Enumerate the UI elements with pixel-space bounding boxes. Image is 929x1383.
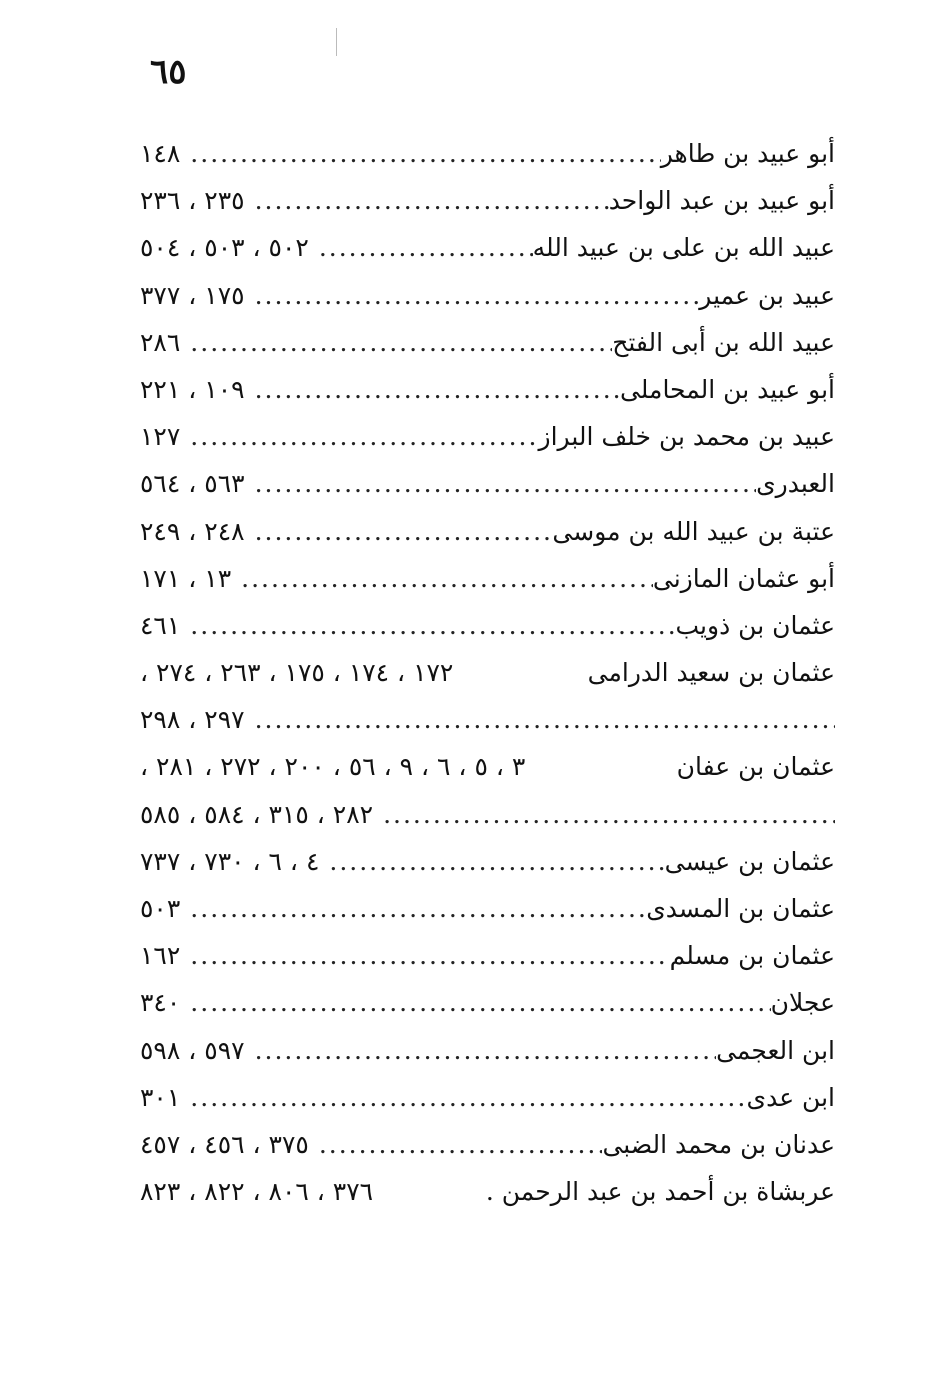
index-entry [140,838,835,885]
entry-name: عبيد بن محمد بن خلف البراز [538,422,835,452]
entry-page-numbers: ٤ ، ٦ ، ٧٣٠ ، ٧٣٧ [140,846,320,876]
index-entry [140,130,835,177]
entry-name: عبيد بن عمير [699,280,835,310]
index-entry [140,366,835,413]
index-entry [140,649,835,696]
index-entries-list [140,130,835,1215]
index-entry [140,1121,835,1168]
index-entry [140,979,835,1026]
entry-name: عبيد الله بن أبى الفتح [612,327,835,357]
entry-page-numbers: ٣٧٥ ، ٤٥٦ ، ٤٥٧ [140,1129,309,1159]
leader-dots [180,932,669,979]
index-entry [140,1168,835,1215]
entry-page-numbers: ١٠٩ ، ٢٢١ [140,374,245,404]
entry-name: ابن عدى [746,1082,835,1112]
leader-dots [309,1121,603,1168]
index-entry [140,177,835,224]
entry-name: عدنان بن محمد الضبى [602,1129,835,1159]
page-number: ٦٥ [150,52,187,92]
leader-dots [245,460,757,507]
leader-dots [245,177,609,224]
leader-dots [180,602,675,649]
entry-name: عتبة بن عبيد الله بن موسى [552,516,835,546]
leader-dots [180,1074,746,1121]
entry-page-numbers: ١٣ ، ١٧١ [140,563,232,593]
entry-page-numbers: ٥٦٣ ، ٥٦٤ [140,469,245,499]
index-entry [140,224,835,271]
entry-page-numbers: ٣٤٠ [140,988,181,1018]
entry-name: عبيد الله بن على بن عبيد الله [532,233,835,263]
entry-page-numbers: ٢٣٥ ، ٢٣٦ [140,186,245,216]
index-entry [140,319,835,366]
entry-page-numbers: ٢٨٦ [140,327,181,357]
entry-page-numbers: ١٢٧ [140,422,181,452]
leader-dots [319,838,664,885]
entry-name: عثمان بن ذويب [675,610,835,640]
index-entry [140,932,835,979]
entry-name: أبو عثمان المازنى [652,563,835,593]
entry-page-numbers: ٢٨٢ ، ٣١٥ ، ٥٨٤ ، ٥٨٥ [140,799,374,829]
entry-page-numbers: ٥٠٢ ، ٥٠٣ ، ٥٠٤ [140,233,309,263]
index-entry [140,413,835,460]
entry-name: أبو عبيد بن المحاملى [619,374,835,404]
entry-name: عثمان بن المسدى [646,894,835,923]
entry-page-numbers: ٥٩٧ ، ٥٩٨ [140,1035,245,1065]
entry-name: عثمان بن مسلم [669,941,835,971]
entry-page-numbers: ٣٠١ [140,1082,181,1112]
leader-dots [180,979,770,1026]
leader-dots [180,130,660,177]
leader-dots [245,272,700,319]
entry-page-numbers: ١٧٢ ، ١٧٤ ، ١٧٥ ، ٢٦٣ ، ٢٧٤ ، [140,658,454,688]
entry-name: عربشاة بن أحمد بن عبد الرحمن . [485,1177,835,1207]
entry-page-numbers: ٥٠٣ [140,894,181,923]
leader-dots [180,885,646,932]
leader-dots [180,319,612,366]
leader-dots [373,791,835,838]
index-entry [140,555,835,602]
index-entry [140,272,835,319]
entry-page-numbers: ١٧٥ ، ٣٧٧ [140,280,245,310]
entry-page-numbers: ٤٦١ [140,610,181,640]
leader-dots [180,413,538,460]
index-entry-continuation [140,791,835,838]
page-fold-line [336,28,337,56]
entry-name: عثمان بن عفان [676,752,835,782]
index-entry [140,460,835,507]
entry-name: العبدرى [756,469,835,499]
entry-page-numbers: ٣٧٦ ، ٨٠٦ ، ٨٢٢ ، ٨٢٣ [140,1177,374,1207]
index-entry [140,602,835,649]
leader-dots [231,555,653,602]
leader-dots [245,696,835,743]
entry-name: أبو عبيد بن عبد الواحد [608,186,835,216]
index-entry [140,1027,835,1074]
entry-name: أبو عبيد بن طاهر [660,139,835,168]
leader-dots [245,366,620,413]
entry-name: عجلان [770,988,835,1018]
entry-page-numbers: ٢٤٨ ، ٢٤٩ [140,516,245,546]
entry-name: ابن العجمى [716,1035,835,1065]
index-entry [140,743,835,790]
entry-name: عثمان بن عيسى [664,846,835,876]
index-entry [140,508,835,555]
entry-page-numbers: ٢٩٧ ، ٢٩٨ [140,705,245,735]
entry-page-numbers: ١٤٨ [140,139,181,168]
leader-dots [309,224,533,271]
leader-dots [245,508,553,555]
entry-name: عثمان بن سعيد الدرامى [587,658,835,688]
leader-dots [245,1027,717,1074]
index-entry-continuation [140,696,835,743]
index-entry [140,885,835,932]
index-entry [140,1074,835,1121]
entry-page-numbers: ١٦٢ [140,941,181,971]
entry-page-numbers: ٣ ، ٥ ، ٦ ، ٩ ، ٥٦ ، ٢٠٠ ، ٢٧٢ ، ٢٨١ ، [140,752,526,782]
